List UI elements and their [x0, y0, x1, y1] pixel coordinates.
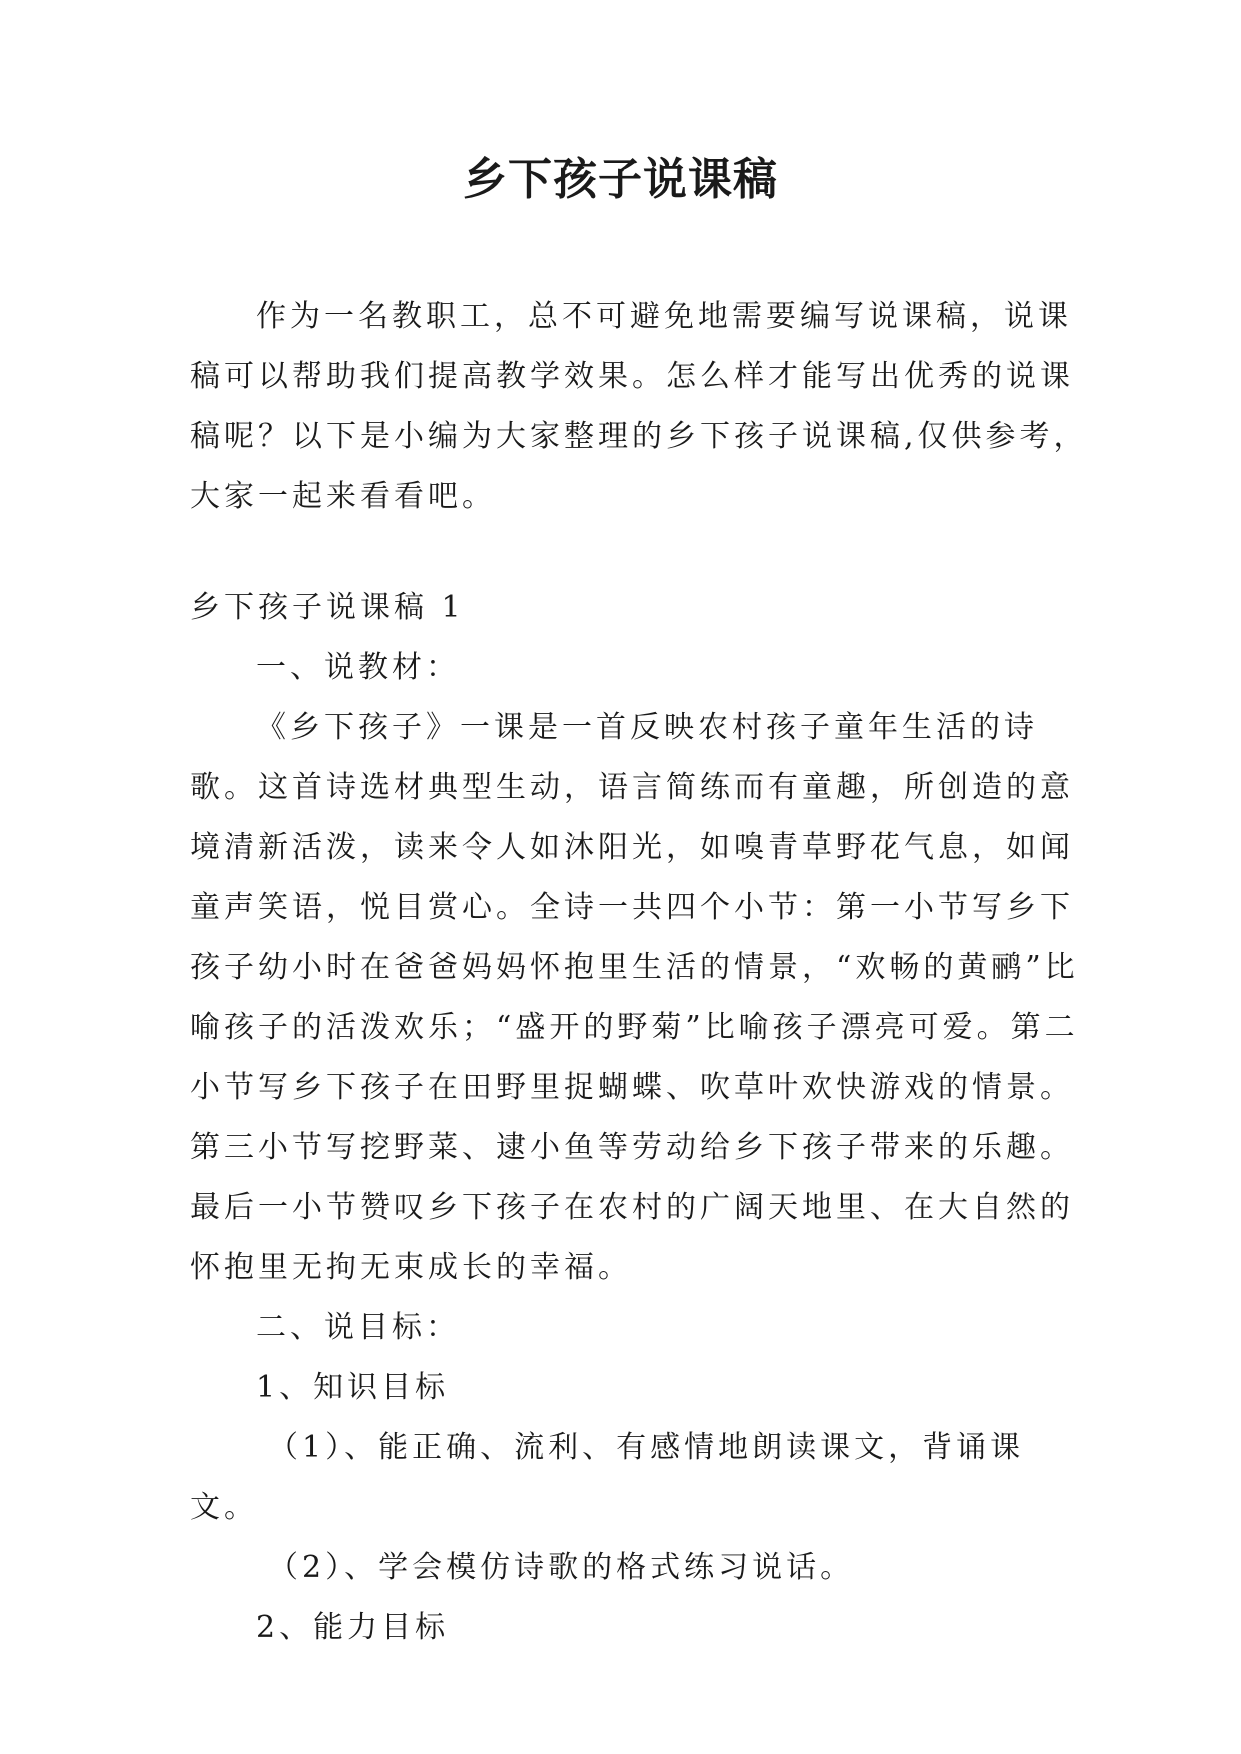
- page-title: 乡下孩子说课稿: [463, 154, 778, 205]
- sub-heading-ability-goal: 2、能力目标: [256, 1610, 450, 1645]
- heading-teaching-material: 一、说教材：: [256, 650, 460, 685]
- sub-heading-knowledge-goal: 1、知识目标: [256, 1370, 450, 1405]
- section-1: [190, 578, 1090, 1658]
- list-item: （2）、学会模仿诗歌的格式练习说话。: [268, 1550, 855, 1585]
- section-title: 乡下孩子说课稿 1: [190, 590, 465, 625]
- heading-objectives: 二、说目标：: [256, 1310, 460, 1345]
- list-item: （1）、能正确、流利、有感情地朗读课文，背诵课文。: [190, 1430, 1025, 1525]
- paragraph-teaching-material: 《乡下孩子》一课是一首反映农村孩子童年生活的诗歌。这首诗选材典型生动，语言简练而有童趣，所创造的意境清新活泼，读来令人如沐阳光，如嗅青草野花气息，如闻童声笑语，悦目赏心。全诗一共四个小节：第一小节写乡下孩子幼小时在爸爸妈妈怀抱里生活的情景，“欢畅的黄鹂”比喻孩子的活泼欢乐；“盛开的野菊”比喻孩子漂亮可爱。第二小节写乡下孩子在田野里捉蝴蝶、吹草叶欢快游戏的情景。第三小节写挖野菜、逮小鱼等劳动给乡下孩子带来的乐趣。最后一小节赞叹乡下孩子在农村的广阔天地里、在大自然的怀抱里无拘无束成长的幸福。: [190, 710, 1079, 1285]
- intro-paragraph: 作为一名教职工，总不可避免地需要编写说课稿，说课稿可以帮助我们提高教学效果。怎么样才能写出优秀的说课稿呢？以下是小编为大家整理的乡下孩子说课稿,仅供参考，大家一起来看看吧。: [190, 299, 1088, 514]
